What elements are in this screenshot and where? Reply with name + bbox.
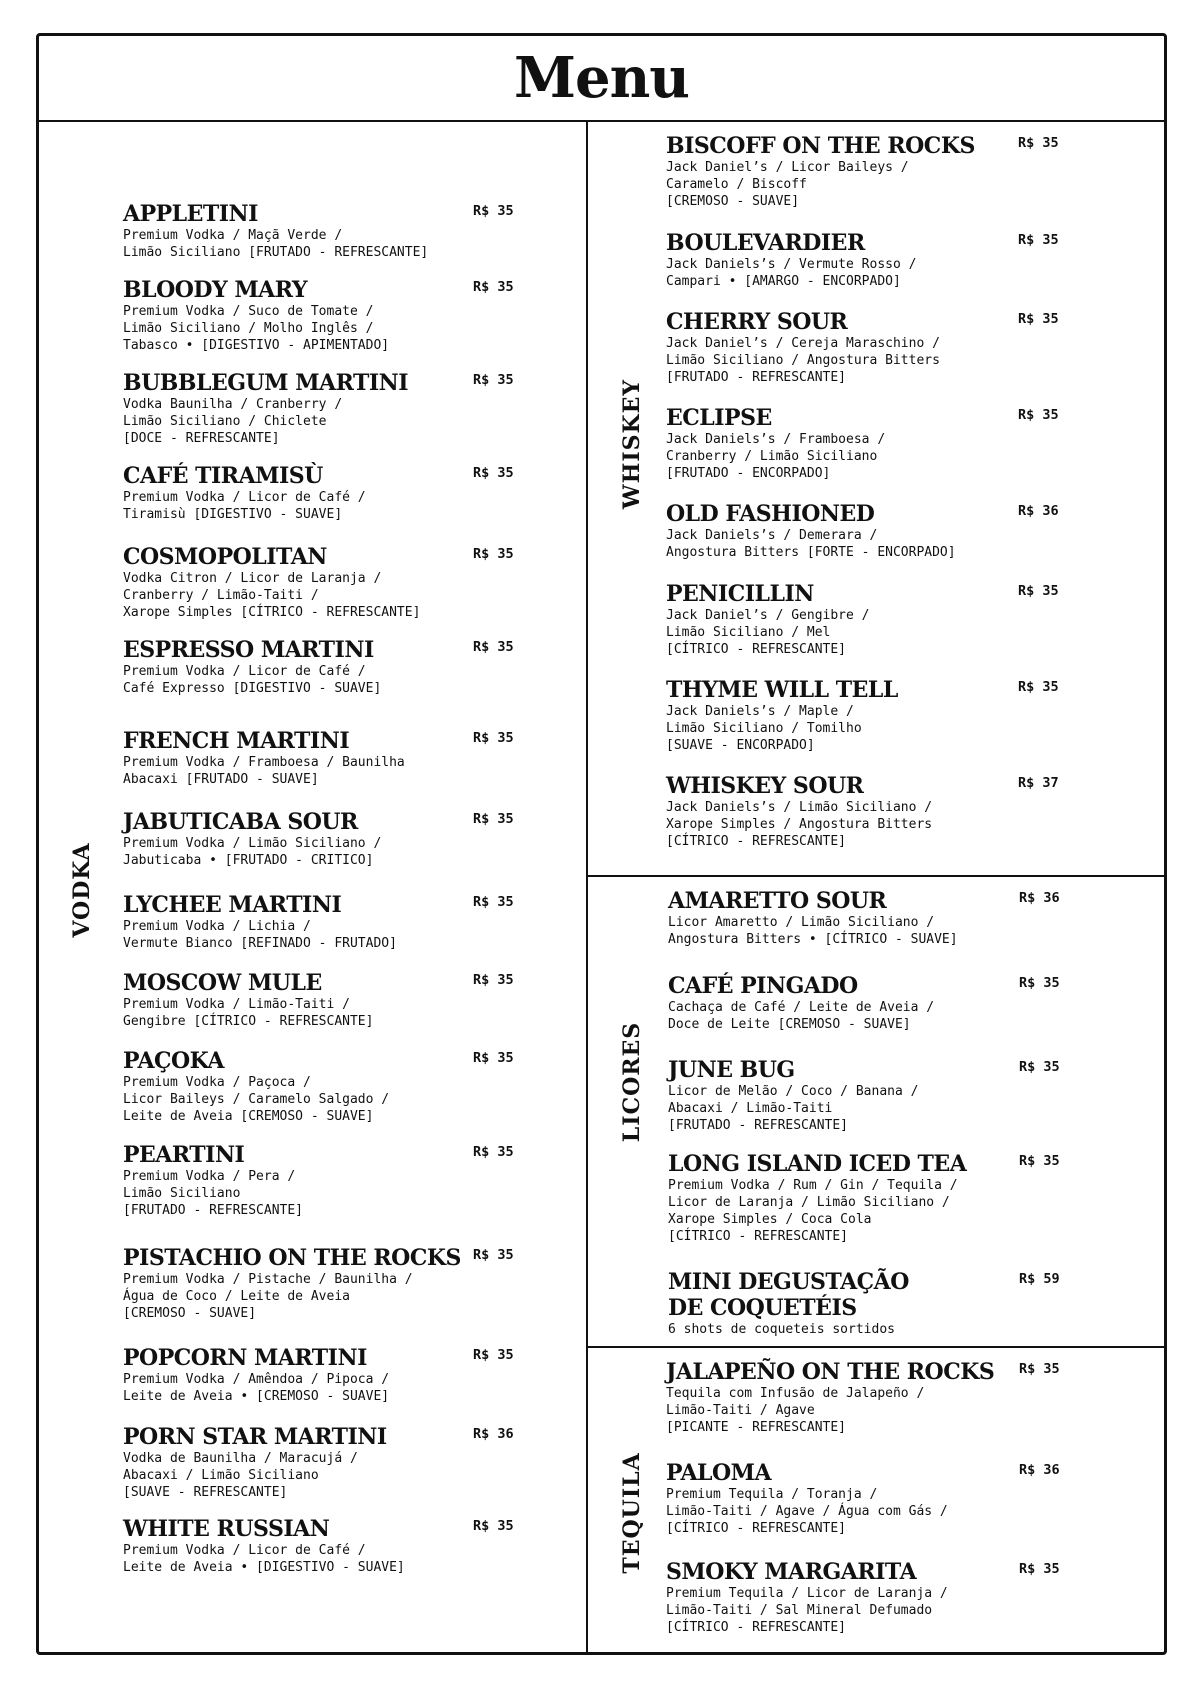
- item-price: R$ 35: [1019, 1561, 1060, 1577]
- menu-item-vodka: [123, 277, 389, 354]
- item-description: Premium Tequila / Toranja / Limão-Taiti / Agave / Água com Gás / [CÍTRICO - REFRESCANTE]: [666, 1487, 948, 1536]
- item-price: R$ 35: [1018, 135, 1059, 151]
- menu-item-vodka: [123, 544, 420, 621]
- item-description: Premium Vodka / Lichia / Vermute Bianco [REFINADO - FRUTADO]: [123, 919, 397, 951]
- item-description: Licor de Melão / Coco / Banana / Abacaxi / Limão-Taiti [FRUTADO - REFRESCANTE]: [668, 1084, 919, 1133]
- item-name: PISTACHIO ON THE ROCKS: [123, 1245, 461, 1271]
- item-name: JALAPEÑO ON THE ROCKS: [666, 1359, 995, 1385]
- item-price: R$ 35: [473, 465, 514, 481]
- item-name: POPCORN MARTINI: [123, 1345, 367, 1371]
- item-name: PORN STAR MARTINI: [123, 1424, 387, 1450]
- item-description: Vodka Baunilha / Cranberry / Limão Siciliano / Chiclete [DOCE - REFRESCANTE]: [123, 397, 343, 446]
- item-price: R$ 36: [473, 1426, 514, 1442]
- item-description: Premium Vodka / Pera / Limão Siciliano [FRUTADO - REFRESCANTE]: [123, 1169, 304, 1218]
- menu-item-tequila: [666, 1359, 994, 1436]
- item-price: R$ 37: [1018, 775, 1059, 791]
- item-name: PENICILLIN: [666, 581, 814, 607]
- item-name: ECLIPSE: [666, 405, 772, 431]
- item-name: FRENCH MARTINI: [123, 728, 350, 754]
- item-name: CAFÉ PINGADO: [668, 973, 858, 999]
- item-price: R$ 35: [1019, 1361, 1060, 1377]
- item-price: R$ 35: [473, 279, 514, 295]
- item-description: Premium Vodka / Licor de Café / Café Expresso [DIGESTIVO - SUAVE]: [123, 664, 382, 696]
- section-label-tequila: TEQUILA: [619, 1452, 645, 1574]
- menu-header: [39, 36, 1164, 122]
- item-price: R$ 35: [473, 811, 514, 827]
- menu-item-vodka: [123, 463, 366, 523]
- item-name: CAFÉ TIRAMISÙ: [123, 463, 323, 489]
- menu-item-vodka: [123, 892, 397, 952]
- item-price: R$ 36: [1018, 503, 1059, 519]
- item-price: R$ 59: [1019, 1271, 1060, 1287]
- item-name: LONG ISLAND ICED TEA: [668, 1151, 967, 1177]
- menu-item-vodka: [123, 201, 428, 261]
- item-name: BLOODY MARY: [123, 277, 308, 303]
- section-label-whiskey: WHISKEY: [619, 378, 645, 510]
- item-price: R$ 36: [1019, 890, 1060, 906]
- item-price: R$ 35: [473, 372, 514, 388]
- item-description: Vodka Citron / Licor de Laranja / Cranberry / Limão-Taiti / Xarope Simples [CÍTRICO - REFRESCANTE]: [123, 571, 421, 620]
- menu-item-vodka: [123, 1048, 389, 1125]
- menu-frame: [36, 33, 1167, 1655]
- item-price: R$ 35: [1019, 1059, 1060, 1075]
- menu-item-whiskey: [666, 773, 932, 850]
- menu-item-licores: [668, 1269, 909, 1338]
- item-name: WHISKEY SOUR: [666, 773, 864, 799]
- menu-item-whiskey: [666, 581, 870, 658]
- item-name: MINI DEGUSTAÇÃO: [668, 1269, 909, 1295]
- item-description: Premium Vodka / Framboesa / Baunilha Abacaxi [FRUTADO - SUAVE]: [123, 755, 405, 787]
- item-description: Premium Vodka / Maçã Verde / Limão Siciliano [FRUTADO - REFRESCANTE]: [123, 228, 429, 260]
- menu-item-vodka: [123, 1142, 303, 1219]
- item-price: R$ 35: [1019, 1153, 1060, 1169]
- item-description: Premium Vodka / Suco de Tomate / Limão Siciliano / Molho Inglês / Tabasco • [DIGESTIVO - APIMENTADO]: [123, 304, 390, 353]
- item-name: PEARTINI: [123, 1142, 245, 1168]
- item-price: R$ 35: [1018, 679, 1059, 695]
- item-name: JUNE BUG: [668, 1057, 795, 1083]
- item-description: 6 shots de coqueteis sortidos: [668, 1322, 895, 1337]
- item-price: R$ 35: [1018, 232, 1059, 248]
- menu-item-whiskey: [666, 230, 916, 290]
- item-name: JABUTICABA SOUR: [123, 809, 358, 835]
- menu-item-vodka: [123, 1424, 387, 1501]
- item-description: Jack Daniels’s / Demerara / Angostura Bitters [FORTE - ENCORPADO]: [666, 528, 956, 560]
- item-name: COSMOPOLITAN: [123, 544, 327, 570]
- section-divider-licores-tequila: [588, 1346, 1167, 1348]
- item-price: R$ 35: [1018, 407, 1059, 423]
- item-price: R$ 35: [1019, 975, 1060, 991]
- item-description: Tequila com Infusão de Jalapeño / Limão-Taiti / Agave [PICANTE - REFRESCANTE]: [666, 1386, 925, 1435]
- item-name: PAÇOKA: [123, 1048, 224, 1074]
- item-description: Jack Daniel’s / Cereja Maraschino / Limão Siciliano / Angostura Bitters [FRUTADO - REFRESCANTE]: [666, 336, 940, 385]
- menu-item-vodka: [123, 1345, 389, 1405]
- item-price: R$ 36: [1019, 1462, 1060, 1478]
- item-description: Cachaça de Café / Leite de Aveia / Doce de Leite [CREMOSO - SUAVE]: [668, 1000, 935, 1032]
- item-name-line2: DE COQUETÉIS: [668, 1295, 857, 1321]
- item-description: Jack Daniel’s / Licor Baileys / Caramelo / Biscoff [CREMOSO - SUAVE]: [666, 160, 909, 209]
- item-name: OLD FASHIONED: [666, 501, 875, 527]
- item-description: Premium Vodka / Pistache / Baunilha / Água de Coco / Leite de Aveia [CREMOSO - SUAVE]: [123, 1272, 413, 1321]
- section-label-licores: LICORES: [619, 1021, 645, 1143]
- item-name: AMARETTO SOUR: [668, 888, 887, 914]
- item-name: THYME WILL TELL: [666, 677, 898, 703]
- item-description: Jack Daniel’s / Gengibre / Limão Siciliano / Mel [CÍTRICO - REFRESCANTE]: [666, 608, 870, 657]
- menu-item-vodka: [123, 370, 408, 447]
- menu-item-licores: [668, 1057, 918, 1134]
- item-name: BUBBLEGUM MARTINI: [123, 370, 409, 396]
- menu-item-whiskey: [666, 405, 885, 482]
- item-name: CHERRY SOUR: [666, 309, 848, 335]
- column-divider: [586, 120, 588, 1655]
- item-price: R$ 35: [473, 1247, 514, 1263]
- menu-item-whiskey: [666, 309, 940, 386]
- item-description: Premium Vodka / Rum / Gin / Tequila / Licor de Laranja / Limão Siciliano / Xarope Simples / Coca Cola [CÍTRICO - REFRESCANTE]: [668, 1178, 958, 1244]
- item-description: Premium Vodka / Licor de Café / Leite de Aveia • [DIGESTIVO - SUAVE]: [123, 1543, 405, 1575]
- item-price: R$ 35: [473, 546, 514, 562]
- item-description: Jack Daniels’s / Limão Siciliano / Xarope Simples / Angostura Bitters [CÍTRICO - REFRESCANTE]: [666, 800, 933, 849]
- item-description: Premium Vodka / Limão Siciliano / Jabuticaba • [FRUTADO - CRITICO]: [123, 836, 382, 868]
- item-description: Jack Daniels’s / Vermute Rosso / Campari • [AMARGO - ENCORPADO]: [666, 257, 917, 289]
- menu-item-vodka: [123, 637, 381, 697]
- item-name: WHITE RUSSIAN: [123, 1516, 330, 1542]
- item-price: R$ 35: [473, 203, 514, 219]
- menu-item-vodka: [123, 1516, 405, 1576]
- page-title: Menu: [513, 45, 690, 111]
- item-price: R$ 35: [1018, 583, 1059, 599]
- item-price: R$ 35: [473, 1050, 514, 1066]
- item-description: Licor Amaretto / Limão Siciliano / Angostura Bitters • [CÍTRICO - SUAVE]: [668, 915, 958, 947]
- item-description: Premium Tequila / Licor de Laranja / Limão-Taiti / Sal Mineral Defumado [CÍTRICO - REFRESCANTE]: [666, 1586, 948, 1635]
- item-price: R$ 35: [473, 730, 514, 746]
- item-name: APPLETINI: [123, 201, 258, 227]
- section-label-vodka: VODKA: [69, 842, 95, 938]
- item-price: R$ 35: [1018, 311, 1059, 327]
- item-price: R$ 35: [473, 894, 514, 910]
- item-name: BISCOFF ON THE ROCKS: [666, 133, 975, 159]
- item-price: R$ 35: [473, 639, 514, 655]
- item-name: LYCHEE MARTINI: [123, 892, 342, 918]
- menu-item-licores: [668, 1151, 966, 1245]
- item-price: R$ 35: [473, 972, 514, 988]
- item-name: SMOKY MARGARITA: [666, 1559, 917, 1585]
- item-name: MOSCOW MULE: [123, 970, 322, 996]
- item-price: R$ 35: [473, 1518, 514, 1534]
- menu-item-licores: [668, 973, 934, 1033]
- item-description: Premium Vodka / Licor de Café / Tiramisù [DIGESTIVO - SUAVE]: [123, 490, 366, 522]
- menu-item-whiskey: [666, 133, 975, 210]
- item-price: R$ 35: [473, 1347, 514, 1363]
- item-name: ESPRESSO MARTINI: [123, 637, 374, 663]
- menu-item-vodka: [123, 728, 405, 788]
- item-description: Jack Daniels’s / Maple / Limão Siciliano / Tomilho [SUAVE - ENCORPADO]: [666, 704, 862, 753]
- menu-item-tequila: [666, 1460, 948, 1537]
- item-description: Jack Daniels’s / Framboesa / Cranberry / Limão Siciliano [FRUTADO - ENCORPADO]: [666, 432, 886, 481]
- menu-item-vodka: [123, 1245, 461, 1322]
- menu-item-licores: [668, 888, 958, 948]
- menu-item-whiskey: [666, 501, 956, 561]
- item-description: Premium Vodka / Amêndoa / Pipoca / Leite de Aveia • [CREMOSO - SUAVE]: [123, 1372, 390, 1404]
- item-name: PALOMA: [666, 1460, 772, 1486]
- menu-item-tequila: [666, 1559, 948, 1636]
- item-description: Vodka de Baunilha / Maracujá / Abacaxi / Limão Siciliano [SUAVE - REFRESCANTE]: [123, 1451, 358, 1500]
- menu-item-vodka: [123, 809, 381, 869]
- item-description: Premium Vodka / Limão-Taiti / Gengibre [CÍTRICO - REFRESCANTE]: [123, 997, 374, 1029]
- section-divider-whiskey-licores: [588, 875, 1167, 877]
- menu-item-vodka: [123, 970, 373, 1030]
- item-price: R$ 35: [473, 1144, 514, 1160]
- item-name: BOULEVARDIER: [666, 230, 865, 256]
- item-description: Premium Vodka / Paçoca / Licor Baileys / Caramelo Salgado / Leite de Aveia [CREMOSO - SUAVE]: [123, 1075, 390, 1124]
- menu-item-whiskey: [666, 677, 898, 754]
